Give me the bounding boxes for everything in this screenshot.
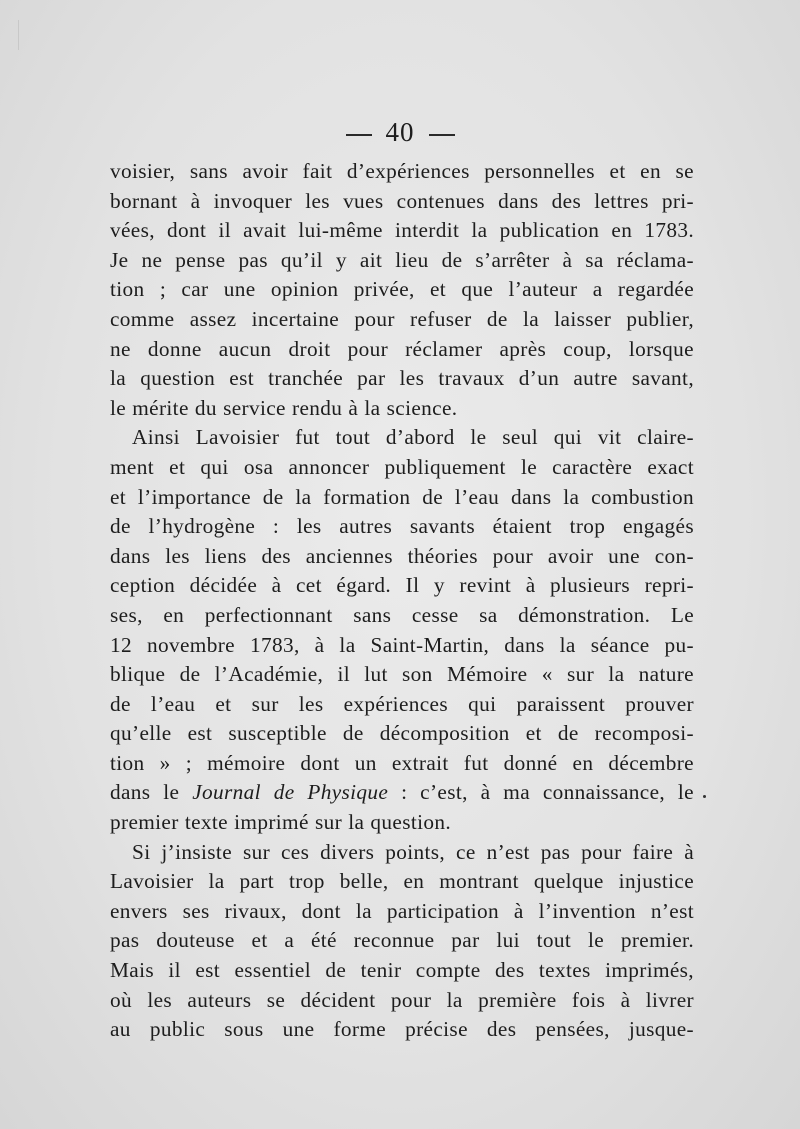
text-line (110, 778, 694, 808)
text-line: la question est tranchée par les travaux d’un autre savant, (110, 366, 694, 391)
text-line: de l’hydrogène : les autres savants étaient trop engagés (110, 514, 694, 539)
text-line: Mais il est essentiel de tenir compte des textes imprimés, (110, 958, 694, 983)
text-line: ception décidée à cet égard. Il y revint à plusieurs repri- (110, 573, 694, 598)
text-line: dans les liens des anciennes théories pour avoir une con- (110, 543, 694, 568)
text-line: Ainsi Lavoisier fut tout d’abord le seul qui vit claire- (132, 425, 694, 450)
text-line: le mérite du service rendu à la science. (110, 395, 458, 420)
text-line: Si j’insiste sur ces divers points, ce n’est pas pour faire à (132, 839, 694, 864)
text-line: 12 novembre 1783, à la Saint-Martin, dans la séance pu- (110, 632, 694, 657)
text-line: pas douteuse et a été reconnue par lui tout le premier. (110, 928, 694, 953)
text-line: tion » ; mémoire dont un extrait fut donné en décembre (110, 750, 694, 775)
text-line: Lavoisier la part trop belle, en montrant quelque injustice (110, 869, 694, 894)
text-line: et l’importance de la formation de l’eau dans la combustion (110, 484, 694, 509)
text-line: premier texte imprimé sur la question. (110, 810, 452, 835)
text-line: blique de l’Académie, il lut son Mémoire « sur la nature (110, 662, 694, 687)
journal-title: Journal de Physique (192, 780, 389, 805)
text-line: envers ses rivaux, dont la participation à l’invention n’est (110, 898, 694, 923)
page-number: 40 (385, 117, 415, 147)
text-line: bornant à invoquer les vues contenues dans des lettres pri- (110, 188, 694, 213)
header-dash-right (429, 134, 455, 136)
text-line: ne donne aucun droit pour réclamer après coup, lorsque (110, 336, 694, 361)
text-line: Je ne pense pas qu’il y ait lieu de s’arrêter à sa réclama- (110, 247, 694, 272)
text-line: au public sous une forme précise des pensées, jusque- (110, 1017, 694, 1042)
text-line: vées, dont il avait lui-même interdit la publication en 1783. (110, 218, 694, 243)
text-segment: dans le (110, 780, 193, 805)
text-line: comme assez incertaine pour refuser de la laisser publier, (110, 306, 694, 331)
scan-edge-mark (18, 20, 19, 50)
text-line: où les auteurs se décident pour la première fois à livrer (110, 987, 694, 1012)
page-header (0, 114, 800, 150)
text-line: ses, en perfectionnant sans cesse sa démonstration. Le (110, 602, 694, 627)
text-line: tion ; car une opinion privée, et que l’auteur a regardée (110, 277, 694, 302)
text-line: voisier, sans avoir fait d’expériences personnelles et en se (110, 159, 694, 183)
text-line: de l’eau et sur les expériences qui paraissent prouver (110, 691, 694, 716)
text-line: qu’elle est susceptible de décomposition et de recomposi- (110, 721, 694, 746)
text-segment: : c’est, à ma connaissance, le (388, 780, 694, 805)
text-line: ment et qui osa annoncer publiquement le caractère exact (110, 454, 694, 479)
body-text (110, 157, 694, 1045)
header-dash-left (346, 134, 372, 136)
ink-speck (703, 795, 706, 798)
